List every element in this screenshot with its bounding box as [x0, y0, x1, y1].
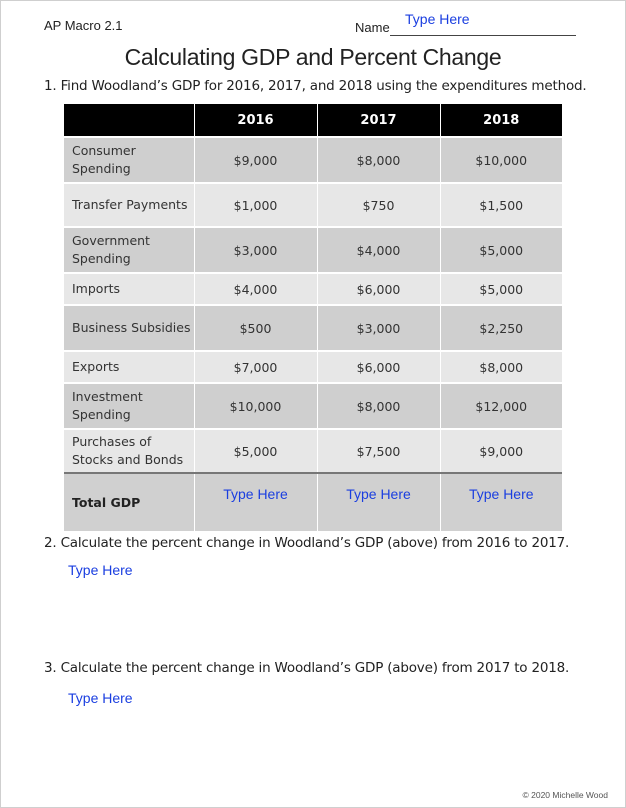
cell-value: $750 — [317, 183, 440, 227]
table-row — [64, 183, 562, 227]
question-2: 2. Calculate the percent change in Woodland’s GDP (above) from 2016 to 2017. — [44, 535, 570, 551]
table-row — [64, 429, 562, 473]
table-row — [64, 383, 562, 429]
gdp-table — [64, 104, 562, 531]
cell-value: $5,000 — [440, 273, 562, 305]
table-row — [64, 273, 562, 305]
cell-value: $9,000 — [194, 137, 317, 183]
row-label: Transfer Payments — [64, 183, 194, 227]
cell-value: $2,250 — [440, 305, 562, 351]
cell-value: $10,000 — [440, 137, 562, 183]
table-row — [64, 137, 562, 183]
cell-value: $5,000 — [440, 227, 562, 273]
question-3: 3. Calculate the percent change in Woodland’s GDP (above) from 2017 to 2018. — [44, 660, 570, 676]
table-row — [64, 351, 562, 383]
cell-value: $9,000 — [440, 429, 562, 473]
cell-value: $500 — [194, 305, 317, 351]
row-label: Consumer Spending — [64, 137, 194, 183]
cell-value: $8,000 — [440, 351, 562, 383]
cell-value: $7,000 — [194, 351, 317, 383]
row-label: Exports — [64, 351, 194, 383]
cell-value: $4,000 — [194, 273, 317, 305]
table-header-row — [64, 104, 562, 137]
total-2017-input[interactable]: Type Here — [317, 473, 440, 531]
total-label: Total GDP — [64, 473, 194, 531]
name-input[interactable]: Type Here — [405, 11, 470, 27]
total-row — [64, 473, 562, 531]
cell-value: $8,000 — [317, 383, 440, 429]
row-label: Government Spending — [64, 227, 194, 273]
answer-3-input[interactable]: Type Here — [68, 690, 133, 706]
cell-value: $4,000 — [317, 227, 440, 273]
row-label: Investment Spending — [64, 383, 194, 429]
name-label: Name — [355, 20, 390, 35]
cell-value: $10,000 — [194, 383, 317, 429]
cell-value: $12,000 — [440, 383, 562, 429]
cell-value: $7,500 — [317, 429, 440, 473]
cell-value: $6,000 — [317, 351, 440, 383]
worksheet-title: Calculating GDP and Percent Change — [124, 44, 502, 70]
row-label: Purchases of Stocks and Bonds — [64, 429, 194, 473]
header-2018: 2018 — [440, 104, 562, 137]
header-blank — [64, 104, 194, 137]
row-label: Imports — [64, 273, 194, 305]
cell-value: $1,000 — [194, 183, 317, 227]
table-row — [64, 305, 562, 351]
total-2016-input[interactable]: Type Here — [194, 473, 317, 531]
row-label: Business Subsidies — [64, 305, 194, 351]
answer-2-input[interactable]: Type Here — [68, 562, 133, 578]
total-2018-input[interactable]: Type Here — [440, 473, 562, 531]
cell-value: $6,000 — [317, 273, 440, 305]
name-underline — [390, 35, 576, 36]
cell-value: $1,500 — [440, 183, 562, 227]
cell-value: $3,000 — [194, 227, 317, 273]
header-2016: 2016 — [194, 104, 317, 137]
copyright-notice: © 2020 Michelle Wood — [522, 790, 608, 800]
table-row — [64, 227, 562, 273]
cell-value: $3,000 — [317, 305, 440, 351]
question-1: 1. Find Woodland’s GDP for 2016, 2017, and 2018 using the expenditures method. — [44, 78, 587, 94]
header-2017: 2017 — [317, 104, 440, 137]
course-label: AP Macro 2.1 — [44, 18, 123, 33]
cell-value: $5,000 — [194, 429, 317, 473]
cell-value: $8,000 — [317, 137, 440, 183]
